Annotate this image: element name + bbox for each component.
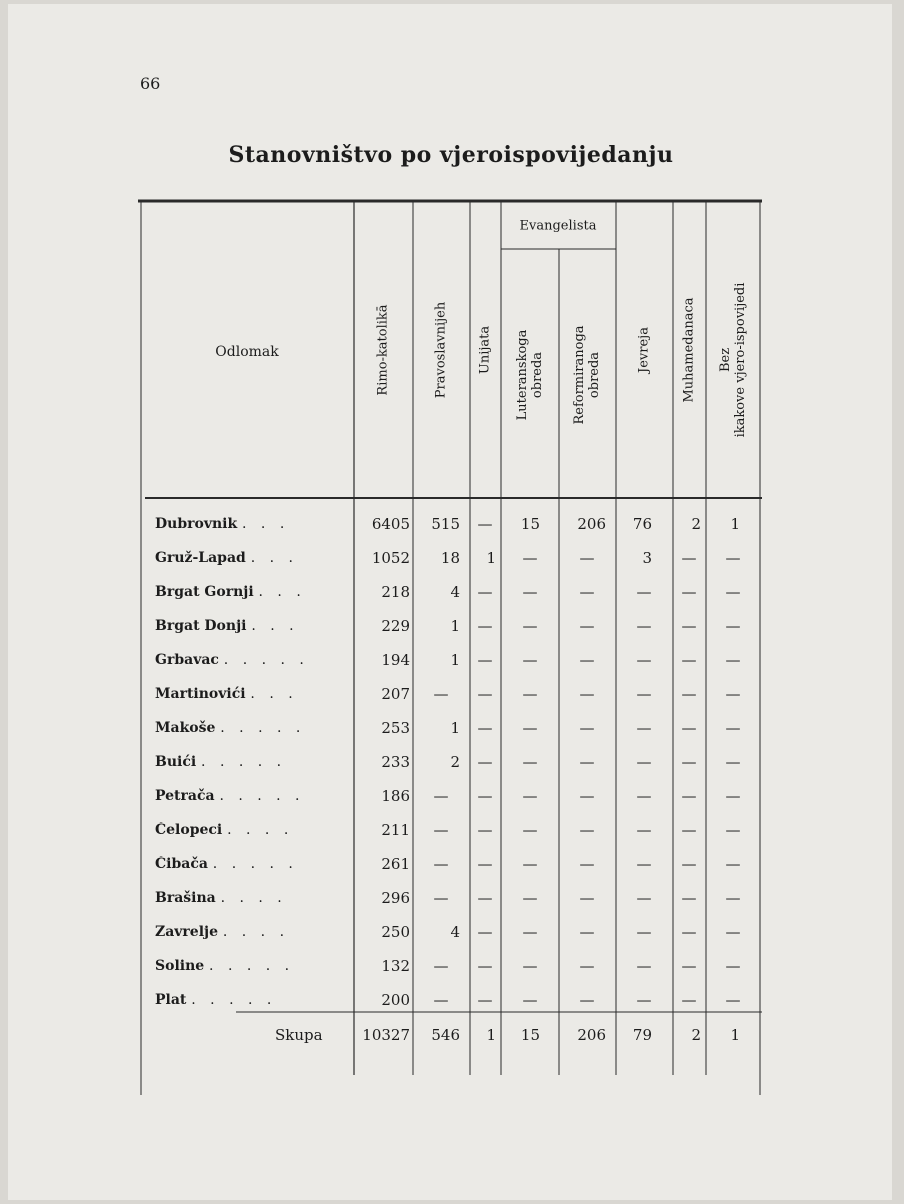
leader-dots: . . . . .	[209, 958, 295, 974]
table-cell: —	[433, 685, 449, 703]
table-cell: —	[725, 787, 741, 805]
table-cell: —	[636, 753, 652, 771]
leader-dots: . . . . .	[219, 788, 305, 804]
table-cell: —	[477, 583, 493, 601]
table-cell: —	[725, 855, 741, 873]
table-cell: —	[522, 685, 538, 703]
table-cell: —	[636, 583, 652, 601]
col-header-jev: Jevreja	[636, 327, 652, 373]
total-cell: 10327	[362, 1026, 410, 1044]
table-cell: —	[636, 923, 652, 941]
row-name-text: Buići	[155, 754, 202, 770]
row-name	[155, 720, 345, 736]
table-cell: —	[725, 889, 741, 907]
row-name	[155, 788, 345, 804]
table-cell: —	[725, 549, 741, 567]
table-cell: 4	[450, 923, 460, 941]
table-cell: 515	[431, 515, 460, 533]
table-cell: —	[681, 889, 697, 907]
row-name	[155, 686, 345, 702]
table-cell: —	[522, 957, 538, 975]
table-cell: —	[522, 753, 538, 771]
table-cell: —	[477, 889, 493, 907]
table-cell: —	[681, 617, 697, 635]
total-cell: 79	[632, 1026, 652, 1044]
row-name-text: Čibača	[155, 856, 213, 872]
row-header-odlomak: Odlomak	[215, 344, 279, 360]
table-cell: 1	[730, 515, 740, 533]
table-cell: 229	[381, 617, 410, 635]
table-cell: 76	[632, 515, 652, 533]
table-cell: —	[522, 719, 538, 737]
table-cell: —	[477, 685, 493, 703]
table-cell: 207	[381, 685, 410, 703]
total-cell: 1	[730, 1026, 740, 1044]
row-name-text: Petrača	[155, 788, 220, 804]
row-name-text: Brgat Gornji	[155, 584, 259, 600]
table-cell: 186	[381, 787, 410, 805]
table-cell: —	[681, 549, 697, 567]
table-cell: —	[579, 753, 595, 771]
table-cell: —	[433, 821, 449, 839]
table-cell: —	[477, 617, 493, 635]
table-cell: 1052	[371, 549, 410, 567]
row-name	[155, 550, 345, 566]
table-cell: —	[636, 855, 652, 873]
row-name-text: Zavrelje	[155, 924, 223, 940]
table-cell: —	[681, 753, 697, 771]
leader-dots: . . .	[242, 516, 290, 532]
row-name-text: Čelopeci	[155, 822, 228, 838]
total-cell: 546	[431, 1026, 460, 1044]
col-header-bez: Bez ikakove vjero-ispovijedi	[718, 282, 748, 438]
table-cell: —	[636, 719, 652, 737]
table-cell: —	[725, 685, 741, 703]
table-cell: 200	[381, 991, 410, 1009]
table-cell: —	[522, 549, 538, 567]
row-name	[155, 890, 345, 906]
col-header-unij: Unijata	[477, 325, 493, 375]
table-cell: —	[522, 991, 538, 1009]
table-cell: 1	[450, 617, 460, 635]
table-cell: —	[725, 957, 741, 975]
row-name-text: Dubrovnik	[155, 516, 243, 532]
row-name-text: Makoše	[155, 720, 221, 736]
table-cell: —	[725, 583, 741, 601]
table-cell: 1	[450, 719, 460, 737]
row-name-text: Martinovići	[155, 686, 251, 702]
table-cell: —	[579, 821, 595, 839]
table-cell: —	[681, 991, 697, 1009]
table-cell: —	[522, 583, 538, 601]
table-cell: —	[579, 923, 595, 941]
row-name	[155, 618, 345, 634]
table-cell: —	[725, 753, 741, 771]
leader-dots: . . . . .	[191, 992, 277, 1008]
row-name-text: Gruž-Lapad	[155, 550, 251, 566]
table-cell: —	[477, 821, 493, 839]
table-cell: 296	[381, 889, 410, 907]
table-cell: —	[433, 787, 449, 805]
col-header-muh: Muhamedanaca	[681, 297, 697, 403]
leader-dots: . . .	[250, 550, 298, 566]
table-cell: —	[477, 923, 493, 941]
col-header-lut: Luteranskoga obreda	[515, 329, 545, 421]
table-cell: —	[636, 991, 652, 1009]
table-cell: —	[725, 719, 741, 737]
table-cell: —	[681, 685, 697, 703]
table-cell: —	[579, 685, 595, 703]
table-cell: 261	[381, 855, 410, 873]
group-header-evangelista: Evangelista	[519, 218, 597, 234]
leader-dots: . . . . .	[201, 754, 287, 770]
leader-dots: . . . . .	[223, 652, 309, 668]
table-cell: —	[433, 957, 449, 975]
table-cell: 2	[691, 515, 701, 533]
table-cell: 6405	[371, 515, 410, 533]
table-cell: —	[477, 787, 493, 805]
table-cell: —	[522, 651, 538, 669]
table-cell: —	[681, 957, 697, 975]
row-name	[155, 822, 345, 838]
row-name	[155, 584, 345, 600]
table-cell: —	[477, 957, 493, 975]
table-cell: —	[477, 651, 493, 669]
table-cell: —	[579, 549, 595, 567]
table-cell: —	[522, 855, 538, 873]
table-cell: —	[579, 855, 595, 873]
table-cell: 4	[450, 583, 460, 601]
page-number: 66	[140, 74, 161, 93]
table-cell: —	[579, 617, 595, 635]
table-cell: —	[579, 651, 595, 669]
table-cell: —	[636, 617, 652, 635]
row-name	[155, 516, 345, 532]
total-cell: 15	[520, 1026, 540, 1044]
table-cell: —	[681, 583, 697, 601]
table-cell: —	[522, 923, 538, 941]
table-cell: —	[681, 821, 697, 839]
row-name	[155, 992, 345, 1008]
table-cell: —	[636, 821, 652, 839]
total-label: Skupa	[275, 1026, 323, 1044]
table-cell: —	[636, 957, 652, 975]
table-cell: —	[725, 923, 741, 941]
table-cell: —	[477, 991, 493, 1009]
table-cell: —	[681, 923, 697, 941]
row-name-text: Plat	[155, 992, 192, 1008]
table-cell: 2	[450, 753, 460, 771]
table-cell: 194	[381, 651, 410, 669]
leader-dots: . . . .	[227, 822, 294, 838]
leader-dots: . . .	[251, 618, 299, 634]
table-cell: —	[433, 889, 449, 907]
table-cell: —	[522, 617, 538, 635]
total-cell: 206	[577, 1026, 606, 1044]
table-cell: —	[477, 753, 493, 771]
table-cell: —	[681, 787, 697, 805]
row-name-text: Grbavac	[155, 652, 224, 668]
table-cell: —	[477, 515, 493, 533]
table-cell: —	[579, 991, 595, 1009]
table-cell: 3	[642, 549, 652, 567]
table-cell: —	[477, 855, 493, 873]
table-cell: —	[636, 651, 652, 669]
table-cell: 250	[381, 923, 410, 941]
table-cell: 15	[520, 515, 540, 533]
table-cell: 132	[381, 957, 410, 975]
table-cell: —	[681, 651, 697, 669]
row-name	[155, 958, 345, 974]
leader-dots: . . . . .	[220, 720, 306, 736]
total-cell: 1	[486, 1026, 496, 1044]
table-cell: —	[681, 855, 697, 873]
table-cell: —	[579, 889, 595, 907]
table-cell: 211	[381, 821, 410, 839]
row-name	[155, 754, 345, 770]
table-cell: —	[636, 889, 652, 907]
table-cell: 206	[577, 515, 606, 533]
table-cell: —	[725, 651, 741, 669]
leader-dots: . . . .	[222, 924, 290, 940]
table-cell: —	[579, 787, 595, 805]
table-cell: —	[433, 855, 449, 873]
table-cell: —	[579, 583, 595, 601]
table-cell: —	[522, 889, 538, 907]
row-name	[155, 924, 345, 940]
table-cell: 18	[440, 549, 460, 567]
table-cell: —	[636, 787, 652, 805]
table-cell: —	[725, 991, 741, 1009]
table-cell: —	[579, 957, 595, 975]
total-cell: 2	[691, 1026, 701, 1044]
table-cell: 218	[381, 583, 410, 601]
col-header-prav: Pravoslavnijeh	[433, 301, 449, 399]
table-cell: —	[725, 821, 741, 839]
page-title: Stanovništvo po vjeroispovijedanju	[228, 142, 674, 168]
leader-dots: . . . . .	[212, 856, 298, 872]
table-cell: —	[477, 719, 493, 737]
table-cell: —	[433, 991, 449, 1009]
table-cell: 233	[381, 753, 410, 771]
row-name	[155, 856, 345, 872]
col-header-rimo: Rimo-katolikā	[375, 304, 391, 396]
row-name	[155, 652, 345, 668]
col-header-ref: Reformiranoga obreda	[572, 325, 602, 425]
row-name-text: Soline	[155, 958, 210, 974]
table-cell: —	[522, 787, 538, 805]
table-cell: —	[579, 719, 595, 737]
table-cell: 1	[450, 651, 460, 669]
table-cell: —	[681, 719, 697, 737]
leader-dots: . . .	[250, 686, 298, 702]
table-cell: 253	[381, 719, 410, 737]
table-cell: —	[522, 821, 538, 839]
table-cell: —	[725, 617, 741, 635]
leader-dots: . . .	[258, 584, 306, 600]
leader-dots: . . . .	[220, 890, 287, 906]
row-name-text: Brgat Donji	[155, 618, 252, 634]
row-name-text: Brašina	[155, 890, 221, 906]
table-cell: 1	[486, 549, 496, 567]
table-cell: —	[636, 685, 652, 703]
